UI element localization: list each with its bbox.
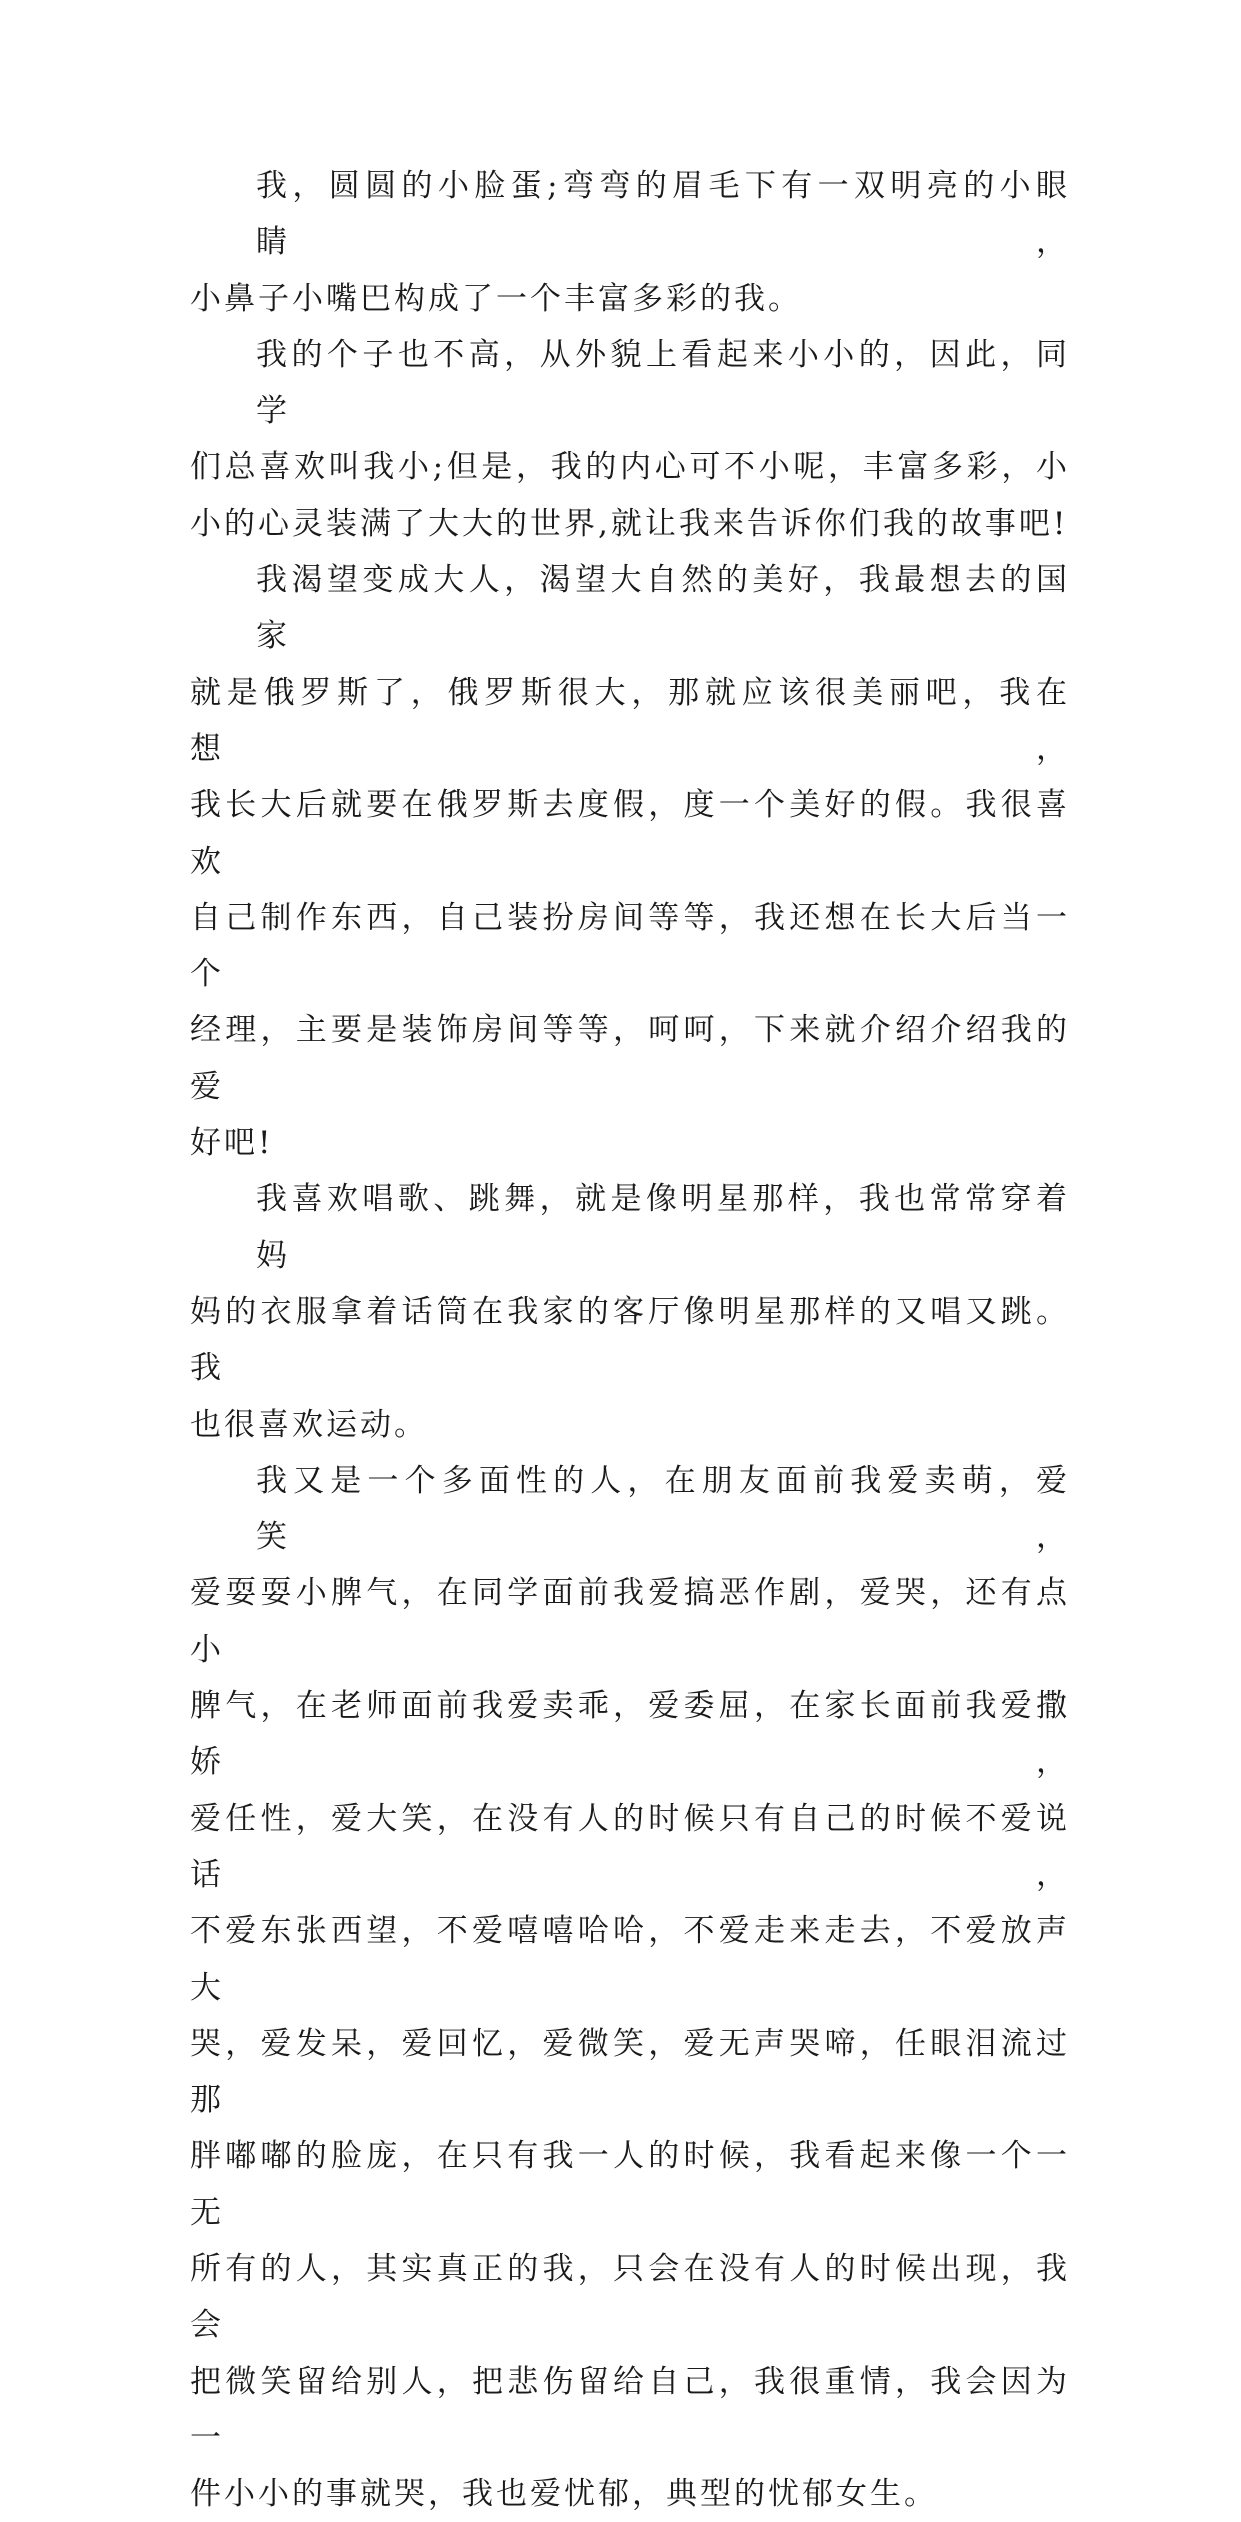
text-line: 件小小的事就哭，我也爱忧郁，典型的忧郁女生。	[190, 2476, 938, 2513]
text-line: 小的心灵装满了大大的世界,就让我来告诉你们我的故事吧!	[190, 505, 1069, 542]
text-line: 我长大后就要在俄罗斯去度假，度一个美好的假。我很喜欢	[190, 787, 1070, 880]
document-body	[190, 158, 1070, 2522]
text-line: 也很喜欢运动。	[190, 1406, 428, 1443]
text-line: 所有的人，其实真正的我，只会在没有人的时候出现，我会	[190, 2250, 1070, 2344]
text-line: 小鼻子小嘴巴构成了一个丰富多彩的我。	[190, 280, 802, 317]
text-line: 就是俄罗斯了，俄罗斯很大，那就应该很美丽吧，我在想，	[190, 674, 1070, 767]
text-line: 我又是一个多面性的人，在朋友面前我爱卖萌，爱笑，	[256, 1462, 1070, 1556]
paragraph-3	[190, 552, 1070, 1171]
text-line: 不爱东张西望，不爱嘻嘻哈哈，不爱走来走去，不爱放声大	[190, 1913, 1070, 2006]
text-line: 我渴望变成大人，渴望大自然的美好，我最想去的国家	[256, 562, 1070, 655]
text-line: 我，圆圆的小脸蛋;弯弯的眉毛下有一双明亮的小眼睛，	[256, 168, 1070, 261]
text-line: 们总喜欢叫我小;但是，我的内心可不小呢，丰富多彩，小	[190, 449, 1070, 486]
text-line: 脾气，在老师面前我爱卖乖，爱委屈，在家长面前我爱撒娇，	[190, 1688, 1070, 1781]
text-line: 爱任性，爱大笑，在没有人的时候只有自己的时候不爱说话，	[190, 1800, 1070, 1893]
paragraph-1	[190, 158, 1070, 327]
text-line: 好吧!	[190, 1125, 274, 1162]
paragraph-2	[190, 327, 1070, 552]
text-line: 我喜欢唱歌、跳舞，就是像明星那样，我也常常穿着妈	[256, 1181, 1070, 1274]
text-line: 自己制作东西，自己装扮房间等等，我还想在长大后当一个	[190, 899, 1070, 993]
text-line: 经理，主要是装饰房间等等，呵呵，下来就介绍介绍我的爱	[190, 1012, 1070, 1105]
text-line: 胖嘟嘟的脸庞，在只有我一人的时候，我看起来像一个一无	[190, 2138, 1070, 2231]
paragraph-4	[190, 1171, 1070, 1452]
paragraph-5	[190, 1453, 1070, 2522]
text-line: 我的个子也不高，从外貌上看起来小小的，因此，同学	[256, 336, 1070, 430]
text-line: 妈的衣服拿着话筒在我家的客厅像明星那样的又唱又跳。我	[190, 1293, 1070, 1387]
text-line: 把微笑留给别人，把悲伤留给自己，我很重情，我会因为一	[190, 2363, 1070, 2456]
text-line: 爱耍耍小脾气，在同学面前我爱搞恶作剧，爱哭，还有点小	[190, 1575, 1070, 1668]
text-line: 哭，爱发呆，爱回忆，爱微笑，爱无声哭啼，任眼泪流过那	[190, 2025, 1070, 2119]
